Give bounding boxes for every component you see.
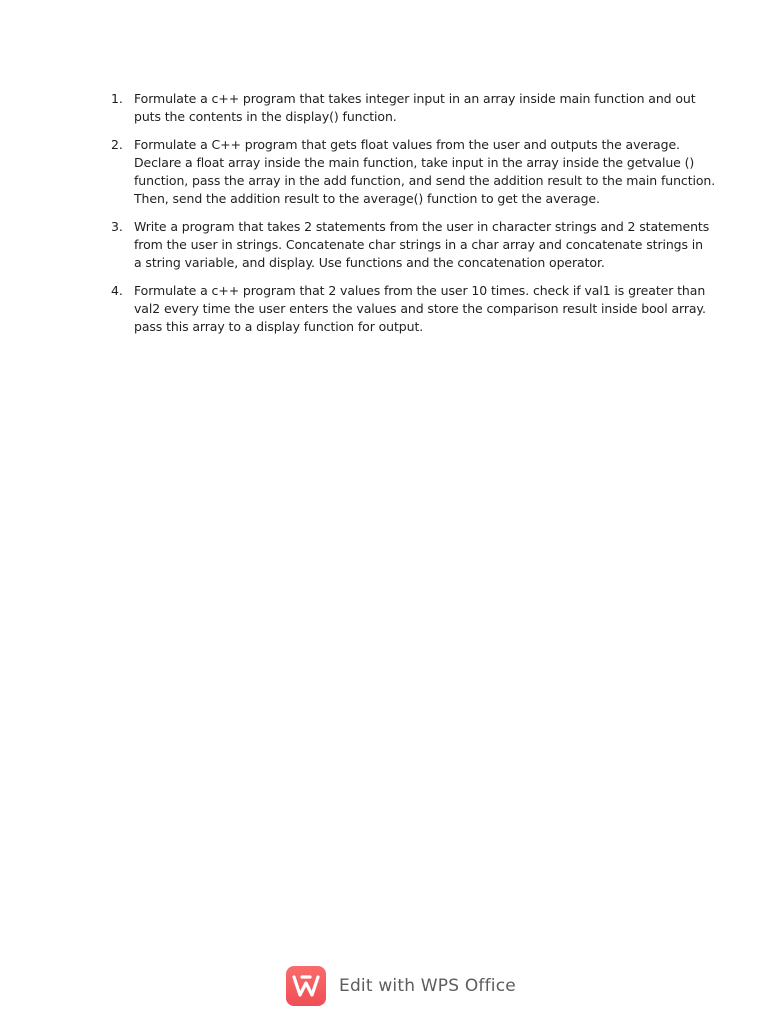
- task-text-line: Declare a float array inside the main function, take input in the array inside the getvalue (): [134, 155, 695, 170]
- task-number: 4.: [111, 283, 123, 298]
- task-item-1: [106, 90, 696, 126]
- task-list: [106, 90, 716, 346]
- footer-label: Edit with WPS Office: [339, 976, 516, 996]
- task-item-2: [106, 136, 716, 208]
- task-text-line: Formulate a c++ program that takes integer input in an array inside main function and out: [134, 91, 696, 106]
- edit-with-wps-link[interactable]: [286, 965, 516, 1007]
- task-text-line: Formulate a C++ program that gets float values from the user and outputs the average.: [134, 137, 680, 152]
- task-text-line: Write a program that takes 2 statements from the user in character strings and 2 statements: [134, 219, 710, 234]
- task-text-line: pass this array to a display function for output.: [134, 319, 424, 334]
- task-number: 2.: [111, 137, 123, 152]
- task-text-line: Formulate a c++ program that 2 values from the user 10 times. check if val1 is greater than: [134, 283, 706, 298]
- task-text-line: function, pass the array in the add function, and send the addition result to the main function.: [134, 173, 716, 188]
- task-item-4: [106, 282, 706, 336]
- task-text-line: a string variable, and display. Use functions and the concatenation operator.: [134, 255, 605, 270]
- task-text-line: from the user in strings. Concatenate char strings in a char array and concatenate strings in: [134, 237, 703, 252]
- task-text-line: val2 every time the user enters the values and store the comparison result inside bool array.: [134, 301, 706, 316]
- task-number: 3.: [111, 219, 123, 234]
- task-item-3: [106, 218, 710, 272]
- task-number: 1.: [111, 91, 123, 106]
- wps-logo-icon: [286, 966, 326, 1006]
- task-text-line: puts the contents in the display() function.: [134, 109, 397, 124]
- task-text-line: Then, send the addition result to the average() function to get the average.: [134, 191, 600, 206]
